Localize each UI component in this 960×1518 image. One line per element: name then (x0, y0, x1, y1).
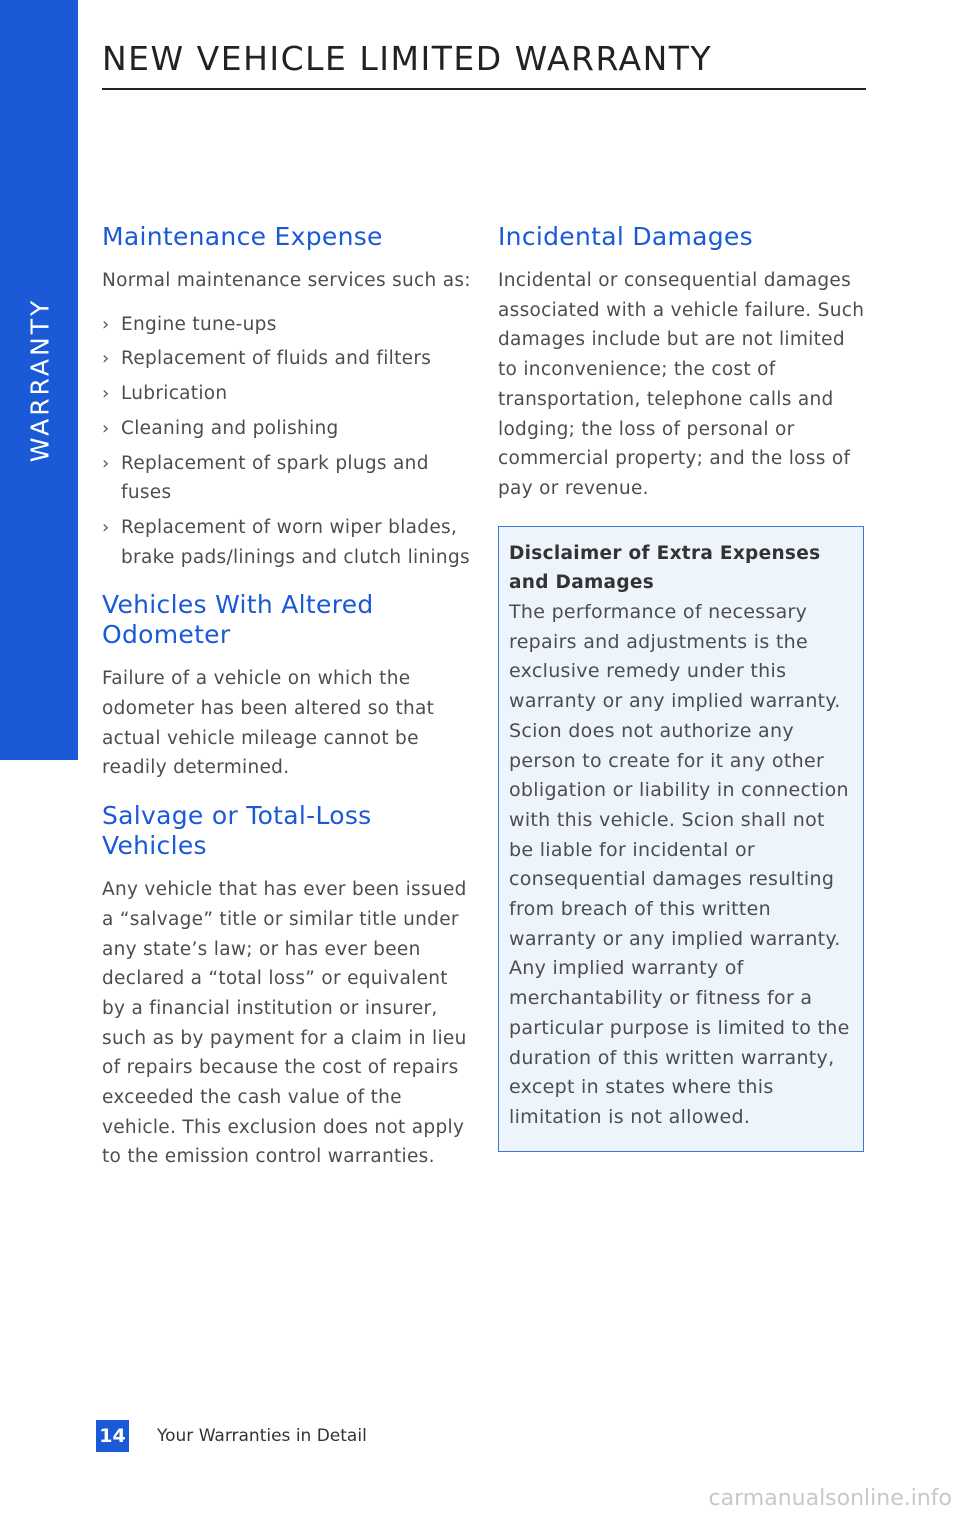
incidental-section (498, 222, 866, 504)
salvage-body: Any vehicle that has ever been issued a “salvage” title or similar title under any state’s law; or has ever been declared a “total loss” or equivalent by a financial institution or insurer, such as by payment for a claim in lieu of repairs because the cost of repairs exceeded the cash value of the vehicle. This exclusion does not apply to the emission control warranties. (102, 879, 467, 1168)
side-tab-label: WARRANTY (25, 297, 55, 463)
maintenance-section (102, 222, 472, 572)
list-item (102, 414, 472, 444)
side-tab (0, 0, 78, 760)
list-item (102, 513, 472, 572)
left-column (102, 222, 472, 1172)
chevron-right-icon: › (102, 516, 110, 538)
footer-label: Your Warranties in Detail (157, 1426, 367, 1446)
list-item-text: Cleaning and polishing (121, 417, 339, 439)
odometer-section (102, 590, 472, 783)
list-item-text: Replacement of fluids and filters (121, 348, 432, 370)
salvage-heading: Salvage or Total-Loss Vehicles (102, 801, 372, 861)
chevron-right-icon: › (102, 383, 110, 405)
chevron-right-icon: › (102, 313, 110, 335)
odometer-heading: Vehicles With Altered Odometer (102, 590, 374, 650)
list-item-text: Replacement of worn wiper blades, brake pads/linings and clutch linings (121, 516, 470, 568)
list-item (102, 379, 472, 409)
chevron-right-icon: › (102, 417, 110, 439)
list-item-text: Replacement of spark plugs and fuses (121, 452, 429, 504)
incidental-body: Incidental or consequential damages associated with a vehicle failure. Such damages include but are not limited to inconvenience; the cost of transportation, telephone calls and lodging; the loss of personal or commercial property; and the loss of pay or revenue. (498, 270, 865, 499)
right-column (498, 222, 866, 1152)
page-title: NEW VEHICLE LIMITED WARRANTY (102, 39, 713, 78)
chevron-right-icon: › (102, 348, 110, 370)
maintenance-intro: Normal maintenance services such as: (102, 270, 471, 291)
chevron-right-icon: › (102, 452, 110, 474)
page-header (102, 40, 866, 90)
list-item (102, 344, 472, 374)
list-item-text: Lubrication (121, 383, 228, 405)
incidental-heading: Incidental Damages (498, 222, 753, 251)
page-number: 14 (96, 1420, 129, 1452)
list-item (102, 310, 472, 340)
maintenance-heading: Maintenance Expense (102, 222, 383, 251)
disclaimer-title: Disclaimer of Extra Expenses and Damages (509, 542, 821, 594)
disclaimer-body: The performance of necessary repairs and adjustments is the exclusive remedy under this warranty or any implied warranty. Scion does not authorize any person to create for it any other obligation or liability in connection with this vehicle. Scion shall not be liable for incidental or consequential damages resulting from breach of this written warranty or any implied warranty. Any implied warranty of merchantability or fitness for a particular purpose is limited to the duration of this written warranty, except in states where this limitation is not allowed. (509, 601, 850, 1128)
list-item-text: Engine tune-ups (121, 313, 277, 335)
maintenance-list (102, 310, 472, 573)
disclaimer-box (498, 526, 864, 1152)
salvage-section (102, 801, 472, 1172)
odometer-body: Failure of a vehicle on which the odometer has been altered so that actual vehicle mileage cannot be readily determined. (102, 668, 435, 779)
list-item (102, 449, 472, 508)
watermark: carmanualsonline.info (708, 1486, 952, 1511)
